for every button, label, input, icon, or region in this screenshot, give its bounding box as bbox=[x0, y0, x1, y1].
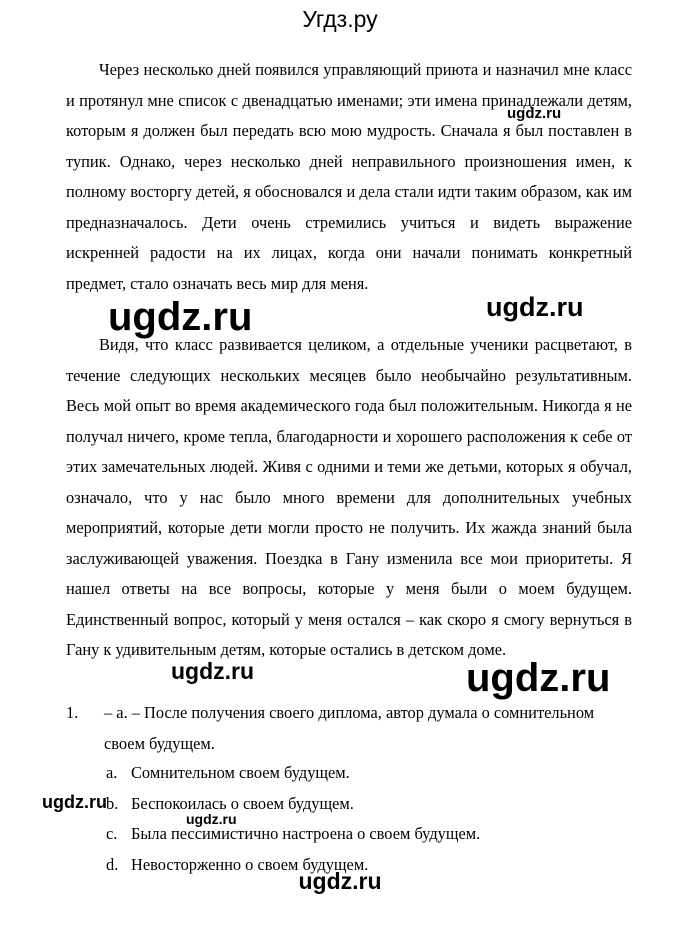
question-1 bbox=[66, 698, 632, 759]
watermark: ugdz.ru bbox=[507, 105, 562, 122]
text-block-2 bbox=[66, 330, 632, 666]
watermark: ugdz.ru bbox=[171, 658, 255, 684]
watermark: ugdz.ru bbox=[108, 295, 253, 339]
site-title: Угдз.ру bbox=[302, 6, 378, 32]
watermark-footer: ugdz.ru bbox=[298, 868, 382, 894]
answer-options bbox=[106, 758, 480, 880]
question-line bbox=[66, 698, 632, 759]
question-text: – a. – После получения своего диплома, автор думала о сомнительном своем будущем. bbox=[104, 703, 595, 753]
paragraph-2: Видя, что класс развивается целиком, а отдельные ученики расцветают, в течение следующих нескольких месяцев было необычайно результативным. Весь мой опыт во время академического года был положительным. Никогда я не получал ничего, кроме тепла, благодарности и хорошего расположения к себе от этих замечательных людей. Живя с одними и теми же детьми, которых я обучал, означало, что у нас было много времени для дополнительных учебных мероприятий, которые дети могли просто не получить. Их жажда знаний была заслуживающей уважения. Поездка в Гану изменила все мои приоритеты. Я нашел ответы на все вопросы, которые у меня были о моем будущем. Единственный вопрос, который у меня остался – как скоро я смогу вернуться в Гану к удивительным детям, которые остались в детском доме. bbox=[66, 335, 632, 659]
question-number: 1. bbox=[66, 703, 79, 722]
option-text: Беспокоилась о своем будущем. bbox=[131, 793, 354, 813]
option-letter: a. bbox=[106, 763, 118, 782]
option-letter: d. bbox=[106, 854, 119, 874]
option-b bbox=[106, 789, 480, 820]
option-text: Сомнительном своем будущем. bbox=[131, 763, 350, 782]
watermark: ugdz.ru bbox=[466, 656, 611, 700]
option-text: Невосторженно о своем будущем. bbox=[131, 854, 369, 874]
text-block-1 bbox=[66, 55, 632, 299]
option-text: Была пессимистично настроена о своем будущем. bbox=[131, 824, 481, 843]
option-letter: c. bbox=[106, 824, 118, 843]
option-a bbox=[106, 758, 480, 789]
watermark: ugdz.ru bbox=[186, 811, 237, 827]
option-letter: b. bbox=[106, 793, 119, 813]
paragraph-1: Через несколько дней появился управляющий приюта и назначил мне класс и протянул мне список с двенадцатью именами; эти имена принадлежали детям, которым я должен был передать всю мою мудрость. Сначала я был поставлен в тупик. Однако, через несколько дней неправильного произношения имен, к полному восторгу детей, я обосновался и дела стали идти таким образом, как им предназначалось. Дети очень стремились учиться и видеть выражение искренней радости на их лицах, когда они начали понимать конкретный предмет, стало означать весь мир для меня. bbox=[66, 60, 632, 293]
watermark: ugdz.ru bbox=[486, 292, 584, 322]
option-c bbox=[106, 819, 480, 850]
watermark: ugdz.ru bbox=[42, 792, 107, 812]
